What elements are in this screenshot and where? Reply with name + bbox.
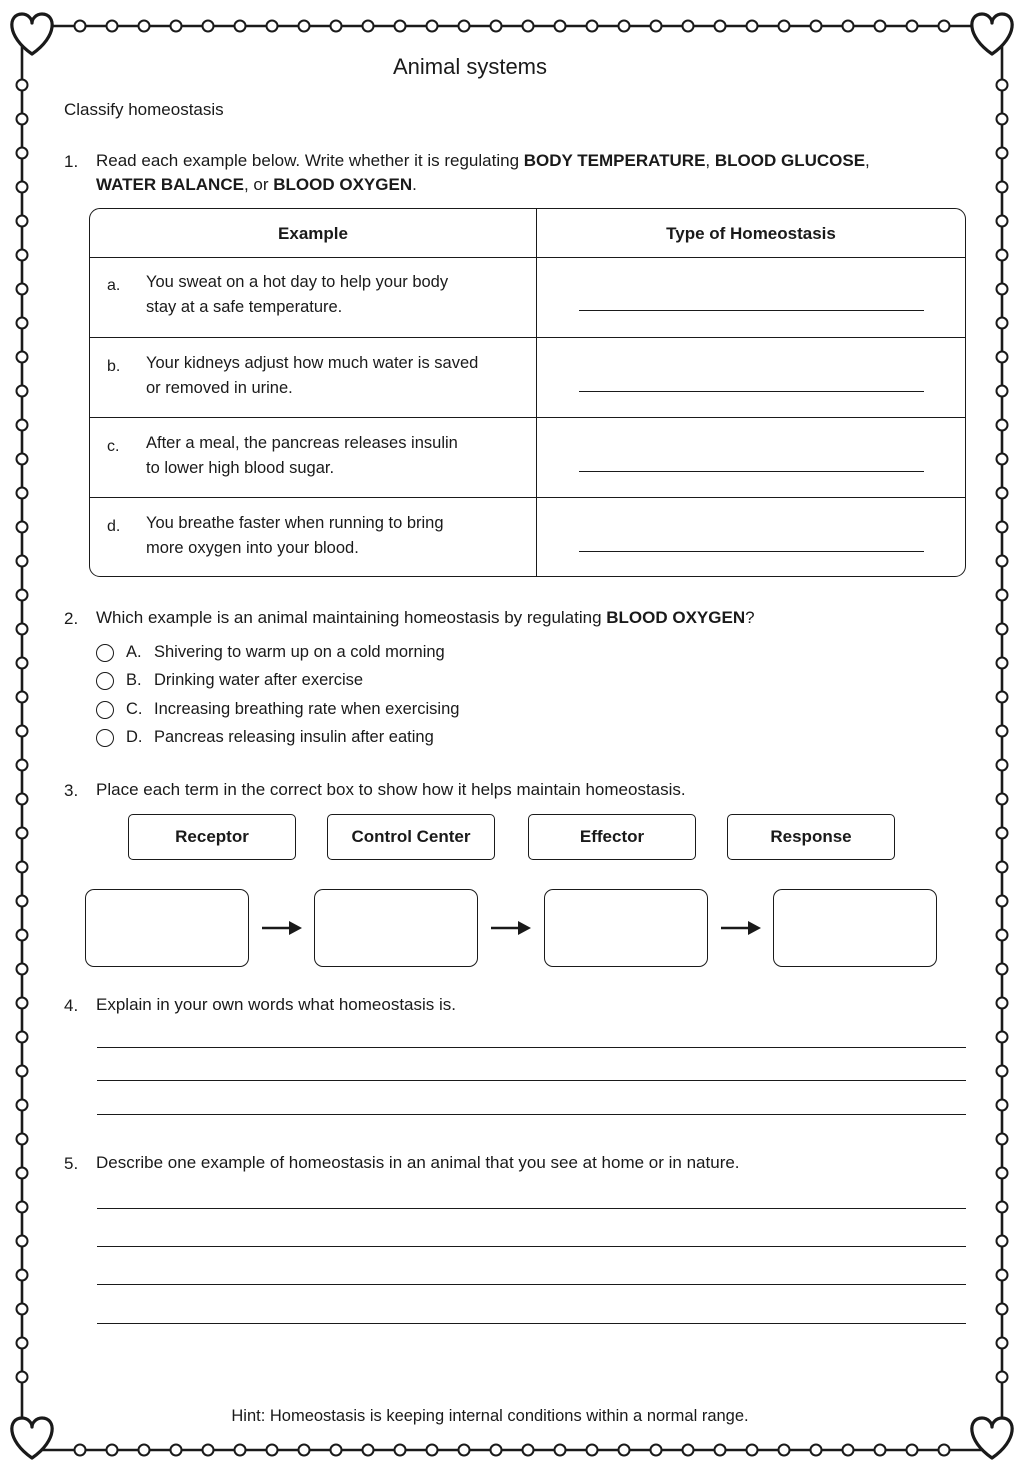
bead-icon	[17, 250, 28, 261]
bead-icon	[17, 1066, 28, 1077]
bead-icon	[267, 21, 278, 32]
bead-icon	[997, 250, 1008, 261]
q1-term-blood-oxygen: BLOOD OXYGEN	[273, 175, 413, 194]
bead-icon	[811, 1445, 822, 1456]
bead-icon	[683, 21, 694, 32]
bead-icon	[651, 1445, 662, 1456]
table-row	[90, 417, 965, 498]
table-row	[90, 337, 965, 418]
bead-icon	[17, 148, 28, 159]
bead-icon	[997, 964, 1008, 975]
row-letter: d.	[107, 518, 121, 535]
bead-icon	[715, 21, 726, 32]
question-4-number: 4.	[64, 996, 79, 1015]
bead-icon	[17, 1270, 28, 1281]
bead-icon	[997, 1066, 1008, 1077]
option-letter: A.	[126, 643, 142, 661]
bead-icon	[139, 1445, 150, 1456]
bead-icon	[17, 1202, 28, 1213]
bead-icon	[395, 1445, 406, 1456]
bead-icon	[523, 1445, 534, 1456]
option-letter: C.	[126, 700, 143, 718]
bead-icon	[997, 794, 1008, 805]
example-line: You breathe faster when running to bring	[146, 514, 444, 532]
row-example	[146, 511, 526, 561]
bead-icon	[997, 1100, 1008, 1111]
example-line: After a meal, the pancreas releases insulin	[146, 434, 458, 452]
bead-icon	[331, 1445, 342, 1456]
q2-text-part: Which example is an animal maintaining homeostasis by regulating	[96, 608, 607, 627]
bead-icon	[997, 1134, 1008, 1145]
bead-icon	[17, 896, 28, 907]
radio-button[interactable]	[96, 644, 114, 662]
bead-icon	[997, 318, 1008, 329]
heart-icon	[972, 14, 1012, 54]
bead-icon	[17, 182, 28, 193]
question-2-number: 2.	[64, 609, 79, 628]
bead-icon	[17, 1372, 28, 1383]
bead-icon	[997, 420, 1008, 431]
page-title: Animal systems	[392, 54, 548, 79]
bead-icon	[75, 21, 86, 32]
term-control-center[interactable]: Control Center	[327, 814, 495, 860]
bead-icon	[587, 21, 598, 32]
question-2-text	[96, 606, 956, 630]
bead-icon	[17, 80, 28, 91]
bead-icon	[997, 998, 1008, 1009]
bead-icon	[715, 1445, 726, 1456]
bead-icon	[17, 284, 28, 295]
example-line: You sweat on a hot day to help your body	[146, 273, 449, 291]
table-header	[90, 209, 965, 258]
bead-icon	[171, 21, 182, 32]
bead-icon	[17, 1032, 28, 1043]
bead-icon	[997, 828, 1008, 839]
bead-icon	[811, 21, 822, 32]
q1-text-part: , or	[243, 175, 274, 194]
bead-icon	[395, 21, 406, 32]
radio-button[interactable]	[96, 701, 114, 719]
bead-icon	[491, 21, 502, 32]
bead-icon	[997, 930, 1008, 941]
answer-line[interactable]	[97, 1080, 966, 1081]
bead-icon	[779, 1445, 790, 1456]
flow-drop-box-2[interactable]	[314, 889, 478, 967]
example-line: to lower high blood sugar.	[146, 459, 335, 477]
bead-icon	[17, 1168, 28, 1179]
option-text: Drinking water after exercise	[154, 671, 364, 689]
bead-icon	[875, 21, 886, 32]
right-arrow-icon	[488, 916, 532, 940]
bead-icon	[997, 760, 1008, 771]
bead-icon	[17, 1236, 28, 1247]
bead-icon	[203, 21, 214, 32]
bead-icon	[683, 1445, 694, 1456]
bead-icon	[75, 1445, 86, 1456]
bead-icon	[17, 1134, 28, 1145]
flow-drop-box-1[interactable]	[85, 889, 249, 967]
q1-term-blood-glucose: BLOOD GLUCOSE	[714, 151, 866, 170]
bead-icon	[17, 420, 28, 431]
bead-icon	[235, 21, 246, 32]
header-type: Type of Homeostasis	[666, 224, 836, 243]
bead-icon	[17, 216, 28, 227]
option-text: Pancreas releasing insulin after eating	[154, 728, 434, 746]
option-text: Increasing breathing rate when exercising	[154, 700, 460, 718]
bead-icon	[997, 522, 1008, 533]
bead-icon	[17, 726, 28, 737]
right-arrow-icon	[718, 916, 762, 940]
question-1-text	[96, 149, 956, 197]
bead-icon	[997, 1304, 1008, 1315]
question-5-number: 5.	[64, 1154, 79, 1173]
bead-icon	[997, 1168, 1008, 1179]
bead-icon	[267, 1445, 278, 1456]
bead-icon	[997, 284, 1008, 295]
bead-icon	[997, 658, 1008, 669]
q1-text-part: Read each example below. Write whether it is regulating	[96, 151, 524, 170]
bead-icon	[997, 114, 1008, 125]
bead-icon	[139, 21, 150, 32]
term-effector[interactable]: Effector	[528, 814, 696, 860]
bead-icon	[997, 896, 1008, 907]
bead-icon	[17, 964, 28, 975]
term-response[interactable]: Response	[727, 814, 895, 860]
term-receptor[interactable]: Receptor	[128, 814, 296, 860]
bead-icon	[747, 1445, 758, 1456]
hint-text: Hint: Homeostasis is keeping internal conditions within a normal range.	[231, 1407, 749, 1425]
answer-line[interactable]	[97, 1284, 966, 1285]
answer-line[interactable]	[97, 1246, 966, 1247]
classification-table	[89, 208, 966, 577]
bead-icon	[997, 148, 1008, 159]
bead-icon	[17, 522, 28, 533]
bead-icon	[997, 182, 1008, 193]
header-example: Example	[278, 224, 348, 243]
answer-line-b[interactable]	[579, 391, 924, 392]
q1-text-part: .	[412, 175, 417, 194]
bead-icon	[651, 21, 662, 32]
bead-icon	[107, 1445, 118, 1456]
bead-icon	[17, 760, 28, 771]
bead-icon	[17, 1100, 28, 1111]
bead-icon	[17, 318, 28, 329]
bead-icon	[555, 1445, 566, 1456]
bead-icon	[997, 352, 1008, 363]
bead-icon	[17, 658, 28, 669]
bead-icon	[17, 862, 28, 873]
q1-term-water-balance: WATER BALANCE	[96, 175, 244, 194]
answer-line-c[interactable]	[579, 471, 924, 472]
bead-icon	[459, 21, 470, 32]
bead-icon	[17, 114, 28, 125]
q1-term-body-temperature: BODY TEMPERATURE	[523, 151, 706, 170]
bead-icon	[17, 590, 28, 601]
bead-icon	[299, 1445, 310, 1456]
row-letter: a.	[107, 277, 121, 294]
bead-icon	[997, 80, 1008, 91]
bead-icon	[427, 1445, 438, 1456]
question-3-text: Place each term in the correct box to show how it helps maintain homeostasis.	[96, 780, 686, 799]
answer-line[interactable]	[97, 1114, 966, 1115]
bead-icon	[619, 21, 630, 32]
bead-icon	[17, 1304, 28, 1315]
question-1-number: 1.	[64, 152, 79, 171]
answer-line-d[interactable]	[579, 551, 924, 552]
bead-icon	[997, 862, 1008, 873]
bead-icon	[997, 726, 1008, 737]
bead-icon	[363, 1445, 374, 1456]
row-example	[146, 270, 526, 320]
option-letter: B.	[126, 671, 142, 689]
bead-icon	[203, 1445, 214, 1456]
bead-icon	[107, 21, 118, 32]
bead-icon	[997, 216, 1008, 227]
bead-icon	[17, 386, 28, 397]
row-example	[146, 351, 526, 401]
bead-icon	[997, 1338, 1008, 1349]
example-line: or removed in urine.	[146, 379, 293, 397]
radio-button[interactable]	[96, 729, 114, 747]
flow-drop-box-4[interactable]	[773, 889, 937, 967]
bead-icon	[363, 21, 374, 32]
answer-line-a[interactable]	[579, 310, 924, 311]
bead-icon	[17, 998, 28, 1009]
answer-line[interactable]	[97, 1047, 966, 1048]
bead-icon	[587, 1445, 598, 1456]
bead-icon	[997, 1032, 1008, 1043]
bead-icon	[523, 21, 534, 32]
bead-icon	[17, 794, 28, 805]
bead-icon	[555, 21, 566, 32]
page-subtitle: Classify homeostasis	[64, 100, 224, 119]
bead-icon	[619, 1445, 630, 1456]
bead-icon	[997, 1202, 1008, 1213]
bead-icon	[843, 1445, 854, 1456]
bead-icon	[997, 1270, 1008, 1281]
row-letter: c.	[107, 438, 120, 455]
bead-icon	[17, 556, 28, 567]
bead-icon	[17, 828, 28, 839]
bead-icon	[17, 454, 28, 465]
option-text: Shivering to warm up on a cold morning	[154, 643, 445, 661]
q2-text-part: ?	[745, 608, 755, 627]
bead-icon	[779, 21, 790, 32]
bead-icon	[17, 352, 28, 363]
bead-icon	[997, 386, 1008, 397]
bead-icon	[171, 1445, 182, 1456]
bead-icon	[491, 1445, 502, 1456]
right-arrow-icon	[259, 916, 303, 940]
question-4-text: Explain in your own words what homeostasis is.	[96, 995, 456, 1014]
bead-icon	[997, 556, 1008, 567]
example-line: more oxygen into your blood.	[146, 539, 359, 557]
bead-icon	[939, 21, 950, 32]
bead-icon	[331, 21, 342, 32]
table-row	[90, 257, 965, 337]
bead-icon	[907, 21, 918, 32]
bead-icon	[17, 624, 28, 635]
bead-icon	[997, 1236, 1008, 1247]
q2-term-blood-oxygen: BLOOD OXYGEN	[606, 608, 746, 627]
bead-icon	[17, 930, 28, 941]
bead-icon	[997, 692, 1008, 703]
option-letter: D.	[126, 728, 143, 746]
bead-icon	[907, 1445, 918, 1456]
bead-icon	[299, 21, 310, 32]
bead-icon	[997, 488, 1008, 499]
bead-icon	[235, 1445, 246, 1456]
question-5-text: Describe one example of homeostasis in an animal that you see at home or in nature.	[96, 1153, 740, 1172]
bead-icon	[17, 1338, 28, 1349]
bead-icon	[843, 21, 854, 32]
flow-drop-box-3[interactable]	[544, 889, 708, 967]
bead-icon	[997, 624, 1008, 635]
bead-icon	[459, 1445, 470, 1456]
bead-icon	[427, 21, 438, 32]
answer-line[interactable]	[97, 1323, 966, 1324]
bead-icon	[997, 454, 1008, 465]
q1-text-part: ,	[705, 151, 715, 170]
heart-icon	[12, 14, 52, 54]
question-3-number: 3.	[64, 781, 79, 800]
bead-icon	[997, 1372, 1008, 1383]
table-row	[90, 497, 965, 578]
bead-icon	[747, 21, 758, 32]
bead-icon	[997, 590, 1008, 601]
row-letter: b.	[107, 358, 121, 375]
q1-text-part: ,	[865, 151, 870, 170]
example-line: stay at a safe temperature.	[146, 298, 343, 316]
answer-line[interactable]	[97, 1208, 966, 1209]
bead-icon	[875, 1445, 886, 1456]
bead-icon	[17, 488, 28, 499]
example-line: Your kidneys adjust how much water is saved	[146, 354, 479, 372]
bead-icon	[17, 692, 28, 703]
radio-button[interactable]	[96, 672, 114, 690]
bead-icon	[939, 1445, 950, 1456]
row-example	[146, 431, 526, 481]
